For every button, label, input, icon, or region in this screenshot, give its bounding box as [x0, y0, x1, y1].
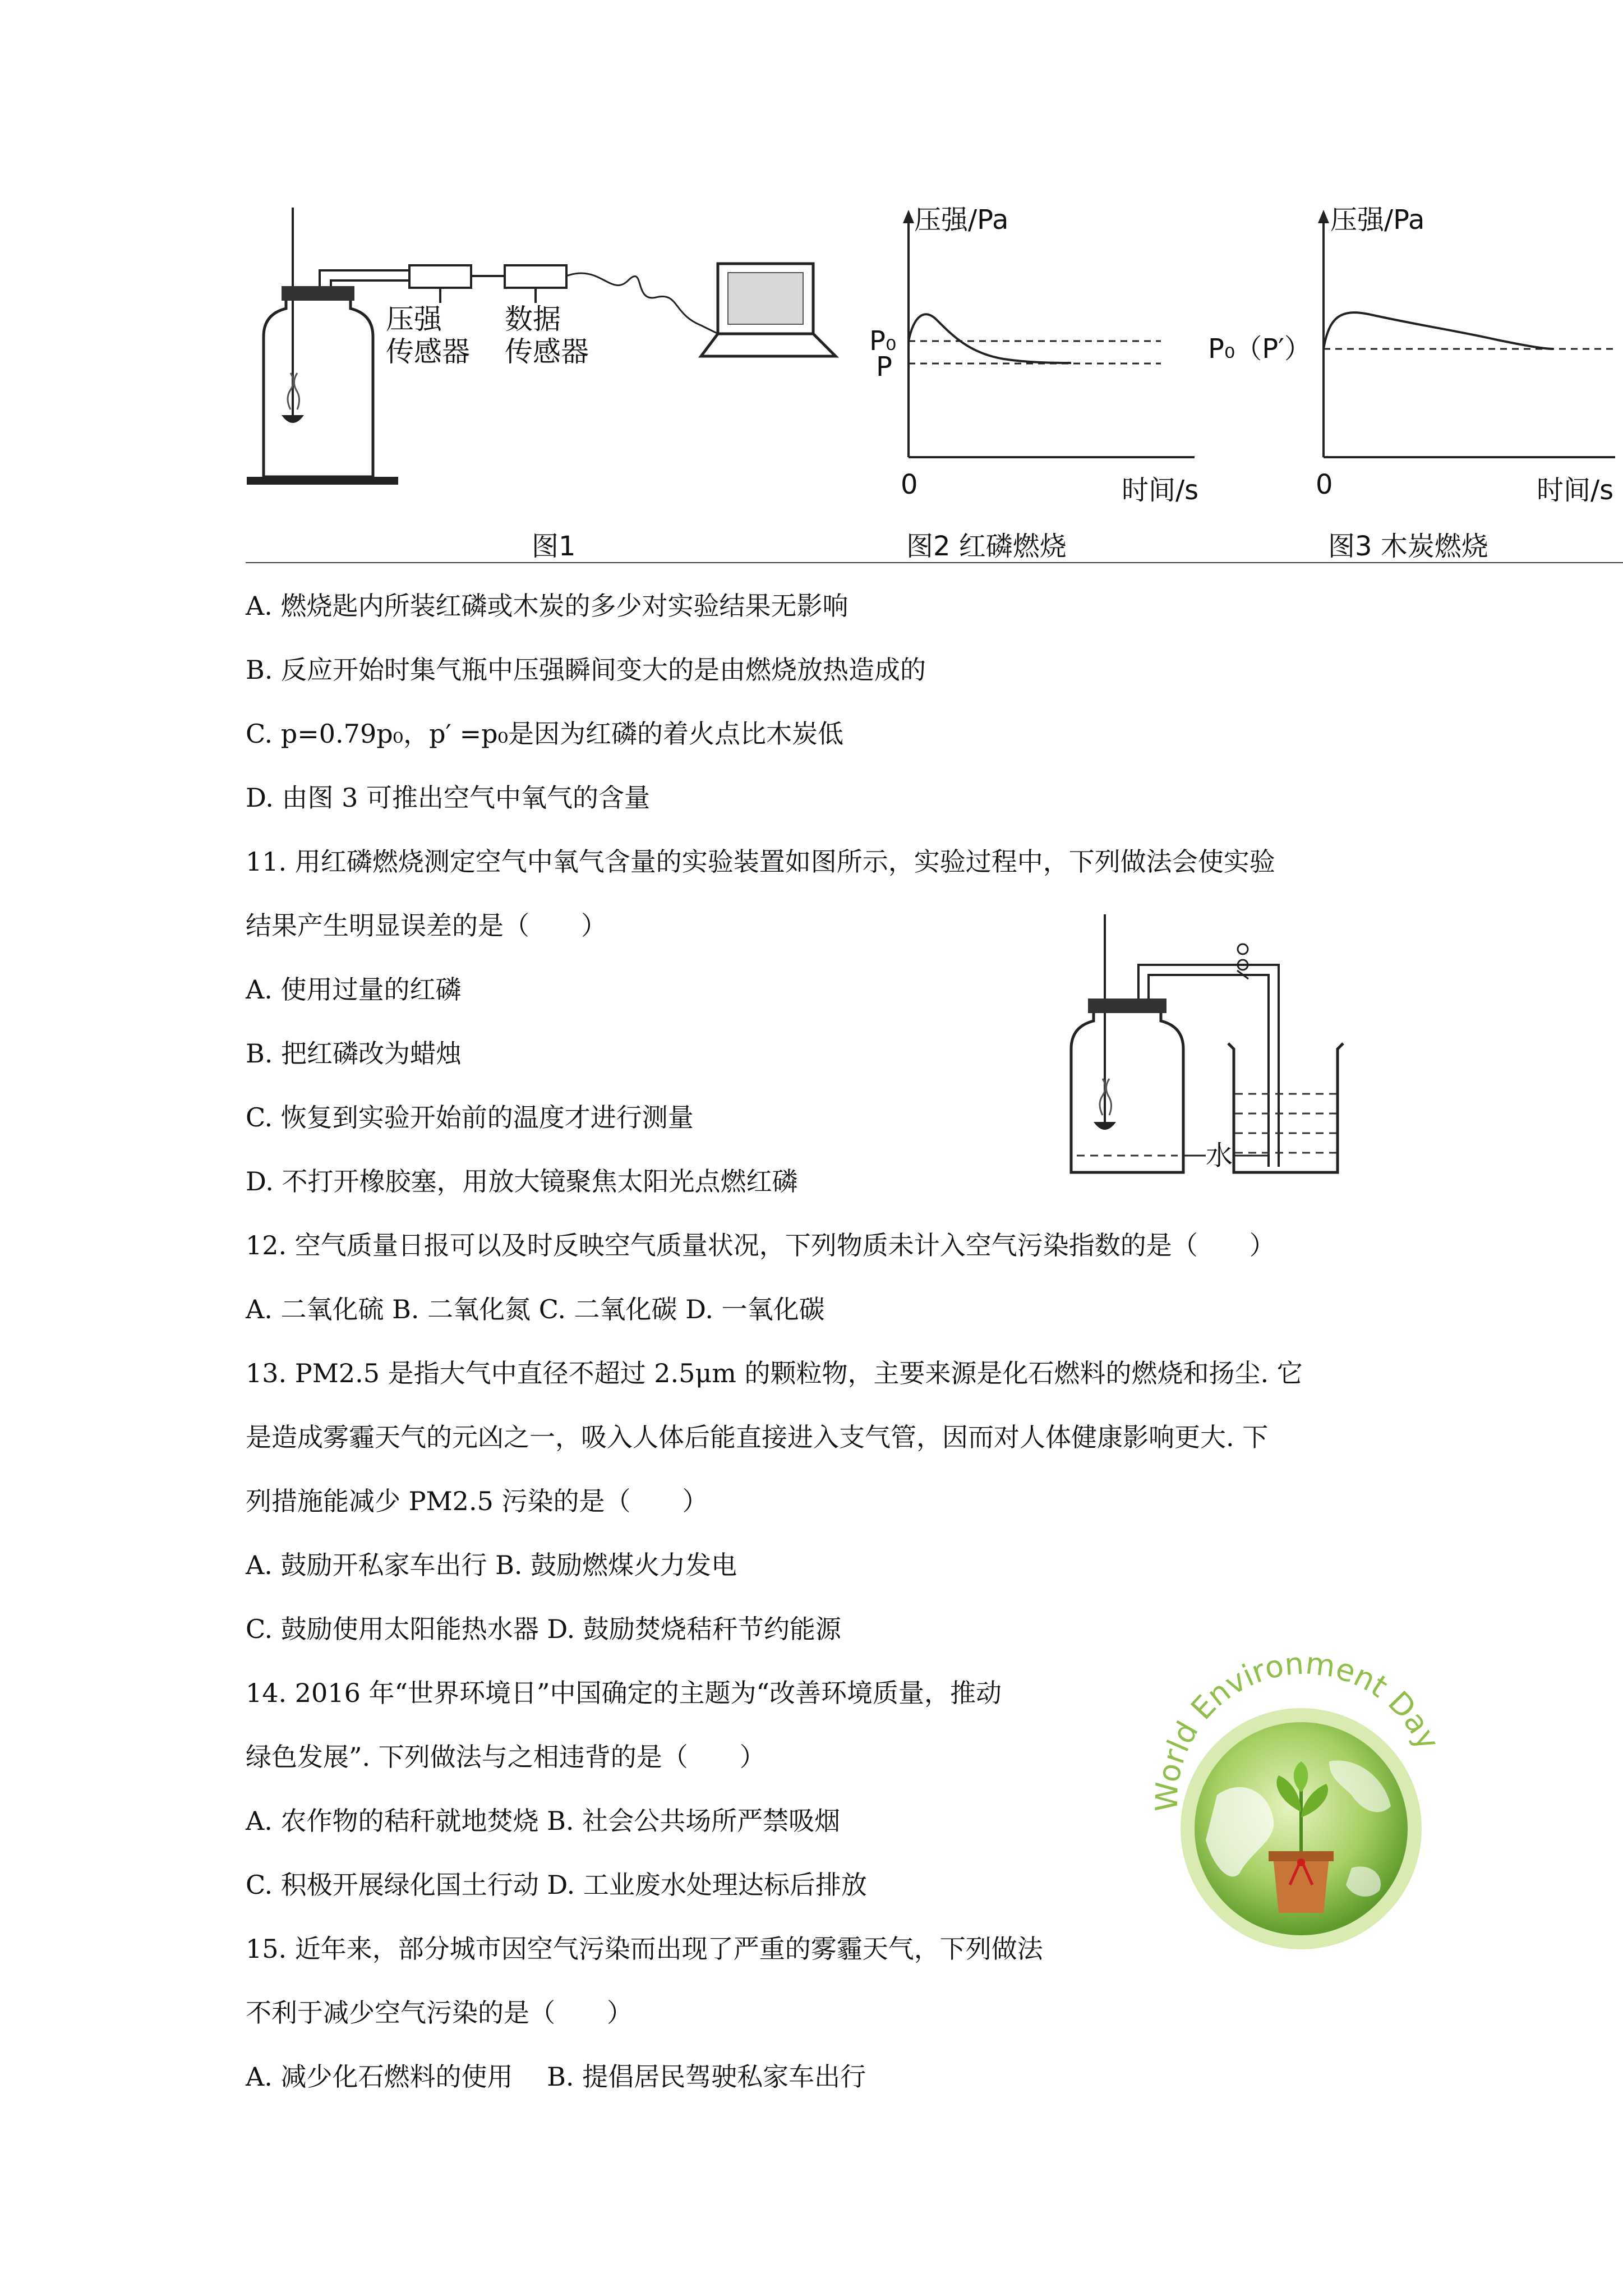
pressure-curve: [909, 314, 1071, 363]
q15-stem-line-2: 不利于减少空气污染的是（ ）: [246, 1998, 633, 2028]
p0-label: P₀（P′）: [1208, 333, 1312, 365]
q15-stem-line-1: 15. 近年来，部分城市因空气污染而出现了严重的雾霾天气，下列做法: [246, 1934, 1043, 1964]
y-axis-label: 压强/Pa: [1330, 204, 1425, 236]
figure-1: [241, 202, 886, 516]
burning-spoon: [1094, 1122, 1116, 1130]
q12-stem: 12. 空气质量日报可以及时反映空气质量状况，下列物质未计入空气污染指数的是（ ）: [246, 1230, 1275, 1260]
q10-option-a: A. 燃烧匙内所装红磷或木炭的多少对实验结果无影响: [246, 591, 849, 621]
pressure-sensor-box: [409, 265, 471, 288]
q13-stem-line-2: 是造成雾霾天气的元凶之一，吸入人体后能直接进入支气管，因而对人体健康影响更大. 下: [246, 1422, 1269, 1452]
p-label: P: [876, 351, 892, 383]
divider: [246, 562, 1623, 563]
burning-spoon: [282, 415, 304, 423]
q14-options-line-2: C. 积极开展绿化国土行动 D. 工业废水处理达标后排放: [246, 1870, 867, 1900]
figure-3: [1206, 202, 1623, 516]
laptop-keyboard: [701, 334, 836, 356]
q11-option-b: B. 把红磷改为蜡烛: [246, 1038, 462, 1069]
rubber-stopper: [1088, 999, 1166, 1013]
q11-option-d: D. 不打开橡胶塞，用放大镜聚焦太阳光点燃红磷: [246, 1166, 798, 1197]
q14-stem-line-1: 14. 2016 年“世界环境日”中国确定的主题为“改善环境质量，推动: [246, 1678, 1002, 1708]
x-axis-label: 时间/s: [1537, 475, 1614, 506]
q13-stem-line-3: 列措施能减少 PM2.5 污染的是（ ）: [246, 1486, 708, 1516]
logo-text: World Environment Day: [1149, 1649, 1446, 1812]
q10-option-b: B. 反应开始时集气瓶中压强瞬间变大的是由燃烧放热造成的: [246, 655, 926, 685]
logo-graphic: [1138, 1649, 1453, 1963]
data-sensor-label: 数据 传感器: [505, 303, 589, 368]
beaker: [1228, 1043, 1343, 1172]
q10-option-d: D. 由图 3 可推出空气中氧气的含量: [246, 783, 650, 813]
rubber-stopper: [282, 286, 354, 301]
q11-stem-line-2: 结果产生明显误差的是（ ）: [246, 910, 607, 941]
origin-label: 0: [1316, 469, 1333, 500]
figure-2: [858, 202, 1217, 516]
p0-label: P₀: [869, 325, 897, 357]
q10-option-c: C. p=0.79p₀，p′ =p₀是因为红磷的着火点比木炭低: [246, 719, 844, 749]
figure-2-caption: 图2 红磷燃烧: [906, 531, 1067, 562]
q11-option-a: A. 使用过量的红磷: [246, 974, 462, 1005]
gas-bottle: [264, 297, 373, 477]
gas-bottle: [1071, 1010, 1183, 1172]
y-axis-label: 压强/Pa: [914, 204, 1009, 236]
figure-3-caption: 图3 木炭燃烧: [1328, 531, 1488, 562]
q14-options-line-1: A. 农作物的秸秆就地焚烧 B. 社会公共场所严禁吸烟: [246, 1806, 841, 1836]
data-sensor-box: [505, 265, 566, 288]
figure-1-caption: 图1: [532, 531, 576, 562]
world-environment-day-logo: [1138, 1649, 1453, 1963]
q12-options: A. 二氧化硫 B. 二氧化氮 C. 二氧化碳 D. 一氧化碳: [246, 1294, 825, 1324]
q11-stem-line-1: 11. 用红磷燃烧测定空气中氧气含量的实验装置如图所示，实验过程中，下列做法会使实验: [246, 846, 1275, 877]
q13-options-line-2: C. 鼓励使用太阳能热水器 D. 鼓励焚烧秸秆节约能源: [246, 1614, 841, 1644]
pressure-curve: [1324, 312, 1553, 349]
q13-options-line-1: A. 鼓励开私家车出行 B. 鼓励燃煤火力发电: [246, 1550, 737, 1580]
origin-label: 0: [901, 469, 918, 500]
q11-apparatus-figure: [1054, 909, 1368, 1184]
q15-options-line-1: A. 减少化石燃料的使用 B. 提倡居民驾驶私家车出行: [246, 2062, 866, 2092]
x-axis-label: 时间/s: [1122, 475, 1199, 506]
q14-stem-line-2: 绿色发展”. 下列做法与之相违背的是（ ）: [246, 1742, 766, 1772]
q11-option-c: C. 恢复到实验开始前的温度才进行测量: [246, 1102, 694, 1133]
pressure-sensor-label: 压强 传感器: [386, 303, 470, 368]
water-label: 水: [1206, 1140, 1233, 1171]
q13-stem-line-1: 13. PM2.5 是指大气中直径不超过 2.5μm 的颗粒物，主要来源是化石燃料的燃烧和扬尘. 它: [246, 1358, 1303, 1388]
